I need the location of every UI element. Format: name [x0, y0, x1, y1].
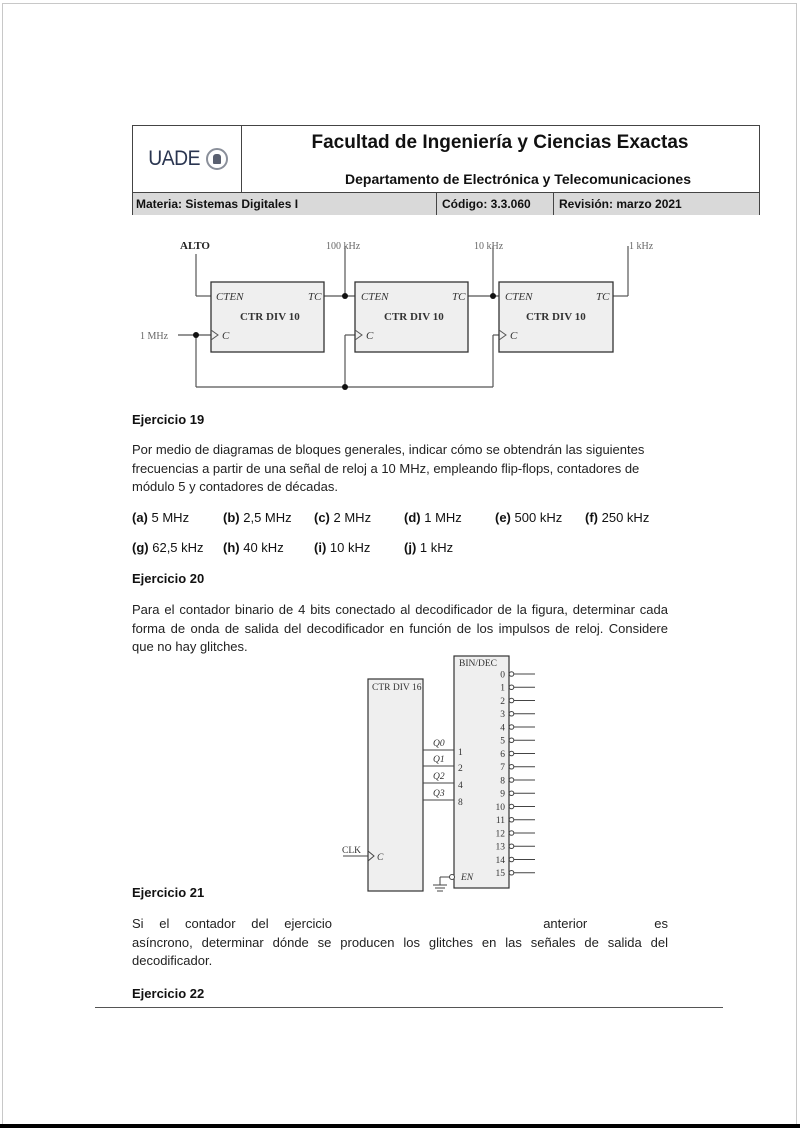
faculty-title: Facultad de Ingeniería y Ciencias Exactas	[311, 132, 689, 153]
option-j: (j) 1 kHz	[404, 540, 454, 555]
svg-text:CTR DIV 10: CTR DIV 10	[384, 311, 444, 323]
exercise-20-heading: Ejercicio 20	[132, 571, 205, 586]
option-g: (g) 62,5 kHz	[132, 540, 204, 555]
decoder-output-label: 4	[500, 723, 505, 734]
decoder-output-label: 11	[495, 816, 505, 827]
clk-label: CLK	[342, 846, 361, 856]
decoder-output-bubble	[509, 764, 514, 769]
svg-text:2: 2	[458, 764, 463, 774]
option-i: (i) 10 kHz	[314, 540, 371, 555]
tap-10khz-label: 10 kHz	[474, 241, 504, 252]
counter-label: CTR DIV 16	[372, 683, 422, 693]
decoder-output-bubble	[509, 685, 514, 690]
header-title-cell	[241, 126, 759, 192]
decoder-output-label: 15	[495, 869, 505, 880]
decoder-output-bubble	[509, 725, 514, 730]
revision-cell: Revisión: marzo 2021	[559, 197, 682, 211]
svg-text:1: 1	[458, 748, 463, 758]
decoder-output-label: 2	[500, 696, 505, 707]
subject-cell: Materia: Sistemas Digitales I	[133, 193, 437, 215]
svg-text:TC: TC	[452, 291, 466, 303]
decoder-output-label: 8	[500, 776, 505, 787]
option-d: (d) 1 MHz	[404, 510, 462, 525]
decoder-output-bubble	[509, 778, 514, 783]
svg-text:TC: TC	[596, 291, 610, 303]
logo-text: UADE	[148, 147, 201, 170]
decoder-output-label: 10	[495, 802, 505, 813]
decoder-output-label: 3	[500, 710, 505, 721]
exercise-20-text: Para el contador binario de 4 bits conectado al decodificador de la figura, determinar cada forma de onda de salida del decodificador en función de los impulsos de reloj. Considere que no hay glitches.	[132, 602, 668, 654]
alto-label: ALTO	[180, 240, 210, 252]
decade-counter-cascade-figure	[130, 232, 670, 397]
option-f: (f) 250 kHz	[585, 510, 650, 525]
svg-text:CTR DIV 10: CTR DIV 10	[526, 311, 586, 323]
svg-text:CTEN: CTEN	[361, 291, 389, 303]
q2-label: Q2	[433, 772, 445, 782]
exercise-21-heading: Ejercicio 21	[132, 885, 205, 900]
decoder-output-bubble	[509, 698, 514, 703]
clock-pin-label: C	[377, 853, 384, 863]
decoder-output-label: 0	[500, 670, 505, 681]
decoder-output-bubble	[509, 817, 514, 822]
decoder-output-label: 7	[500, 763, 505, 774]
decoder-output-bubble	[509, 791, 514, 796]
decoder-output-bubble	[509, 870, 514, 875]
exercise-21-line-3: decodificador.	[132, 953, 213, 968]
exercise-19-heading: Ejercicio 19	[132, 412, 205, 427]
exercise-21-line-2: asíncrono, determinar dónde se producen los glitches en las señales de salida del	[132, 934, 668, 950]
decoder-output-bubble	[509, 738, 514, 743]
svg-text:CTEN: CTEN	[505, 291, 533, 303]
tap-1khz-label: 1 kHz	[629, 241, 654, 252]
decoder-output-label: 1	[500, 683, 505, 694]
svg-text:CTR DIV 10: CTR DIV 10	[240, 311, 300, 323]
decoder-diagram	[335, 652, 545, 894]
decoder-output-bubble	[509, 672, 514, 677]
svg-text:C: C	[510, 330, 518, 342]
code-cell: Código: 3.3.060	[437, 193, 554, 215]
enable-pin-label: EN	[461, 873, 474, 883]
decoder-output-label: 13	[495, 842, 505, 853]
counter-decoder-figure	[335, 652, 545, 894]
svg-text:4: 4	[458, 781, 463, 791]
svg-text:C: C	[366, 330, 374, 342]
viewer-bottom-edge	[0, 1124, 800, 1128]
clock-input-label: 1 MHz	[140, 331, 169, 342]
decoder-output-label: 14	[495, 855, 505, 866]
svg-text:8: 8	[458, 798, 463, 808]
q0-label: Q0	[433, 739, 445, 749]
option-h: (h) 40 kHz	[223, 540, 284, 555]
uade-logo	[133, 126, 242, 192]
option-a: (a) 5 MHz	[132, 510, 190, 525]
department-title: Departamento de Electrónica y Telecomunicaciones	[345, 171, 691, 187]
document-header	[132, 125, 760, 215]
q3-label: Q3	[433, 789, 445, 799]
svg-text:TC: TC	[308, 291, 322, 303]
q1-label: Q1	[433, 755, 445, 765]
decoder-output-bubble	[509, 831, 514, 836]
exercise-21-text	[132, 915, 668, 971]
exercise-21-line-1: Si el contador del ejercicio anterior es	[132, 916, 668, 931]
decoder-output-label: 6	[500, 749, 505, 760]
exercise-19-text: Por medio de diagramas de bloques generales, indicar cómo se obtendrán las siguientes frecuencias a partir de una señal de reloj a 10 MHz, empleando flip-flops, contadores de módulo 5 y contadores de décadas.	[132, 442, 645, 494]
header-info-row	[133, 192, 759, 215]
decoder-output-label: 9	[500, 789, 505, 800]
svg-text:C: C	[222, 330, 230, 342]
decoder-output-bubble	[509, 857, 514, 862]
cascade-diagram	[130, 232, 670, 397]
exercise-22-heading: Ejercicio 22	[132, 986, 205, 1001]
tap-100khz-label: 100 kHz	[326, 241, 361, 252]
seal-icon	[206, 148, 228, 170]
footer-divider	[95, 1007, 723, 1008]
svg-text:CTEN: CTEN	[216, 291, 244, 303]
decoder-label: BIN/DEC	[459, 659, 497, 669]
option-e: (e) 500 kHz	[495, 510, 563, 525]
decoder-output-bubble	[509, 751, 514, 756]
decoder-output-bubble	[509, 804, 514, 809]
decoder-output-bubble	[509, 711, 514, 716]
decoder-output-label: 12	[495, 829, 505, 840]
decoder-output-bubble	[509, 844, 514, 849]
option-c: (c) 2 MHz	[314, 510, 372, 525]
option-b: (b) 2,5 MHz	[223, 510, 292, 525]
decoder-output-label: 5	[500, 736, 505, 747]
